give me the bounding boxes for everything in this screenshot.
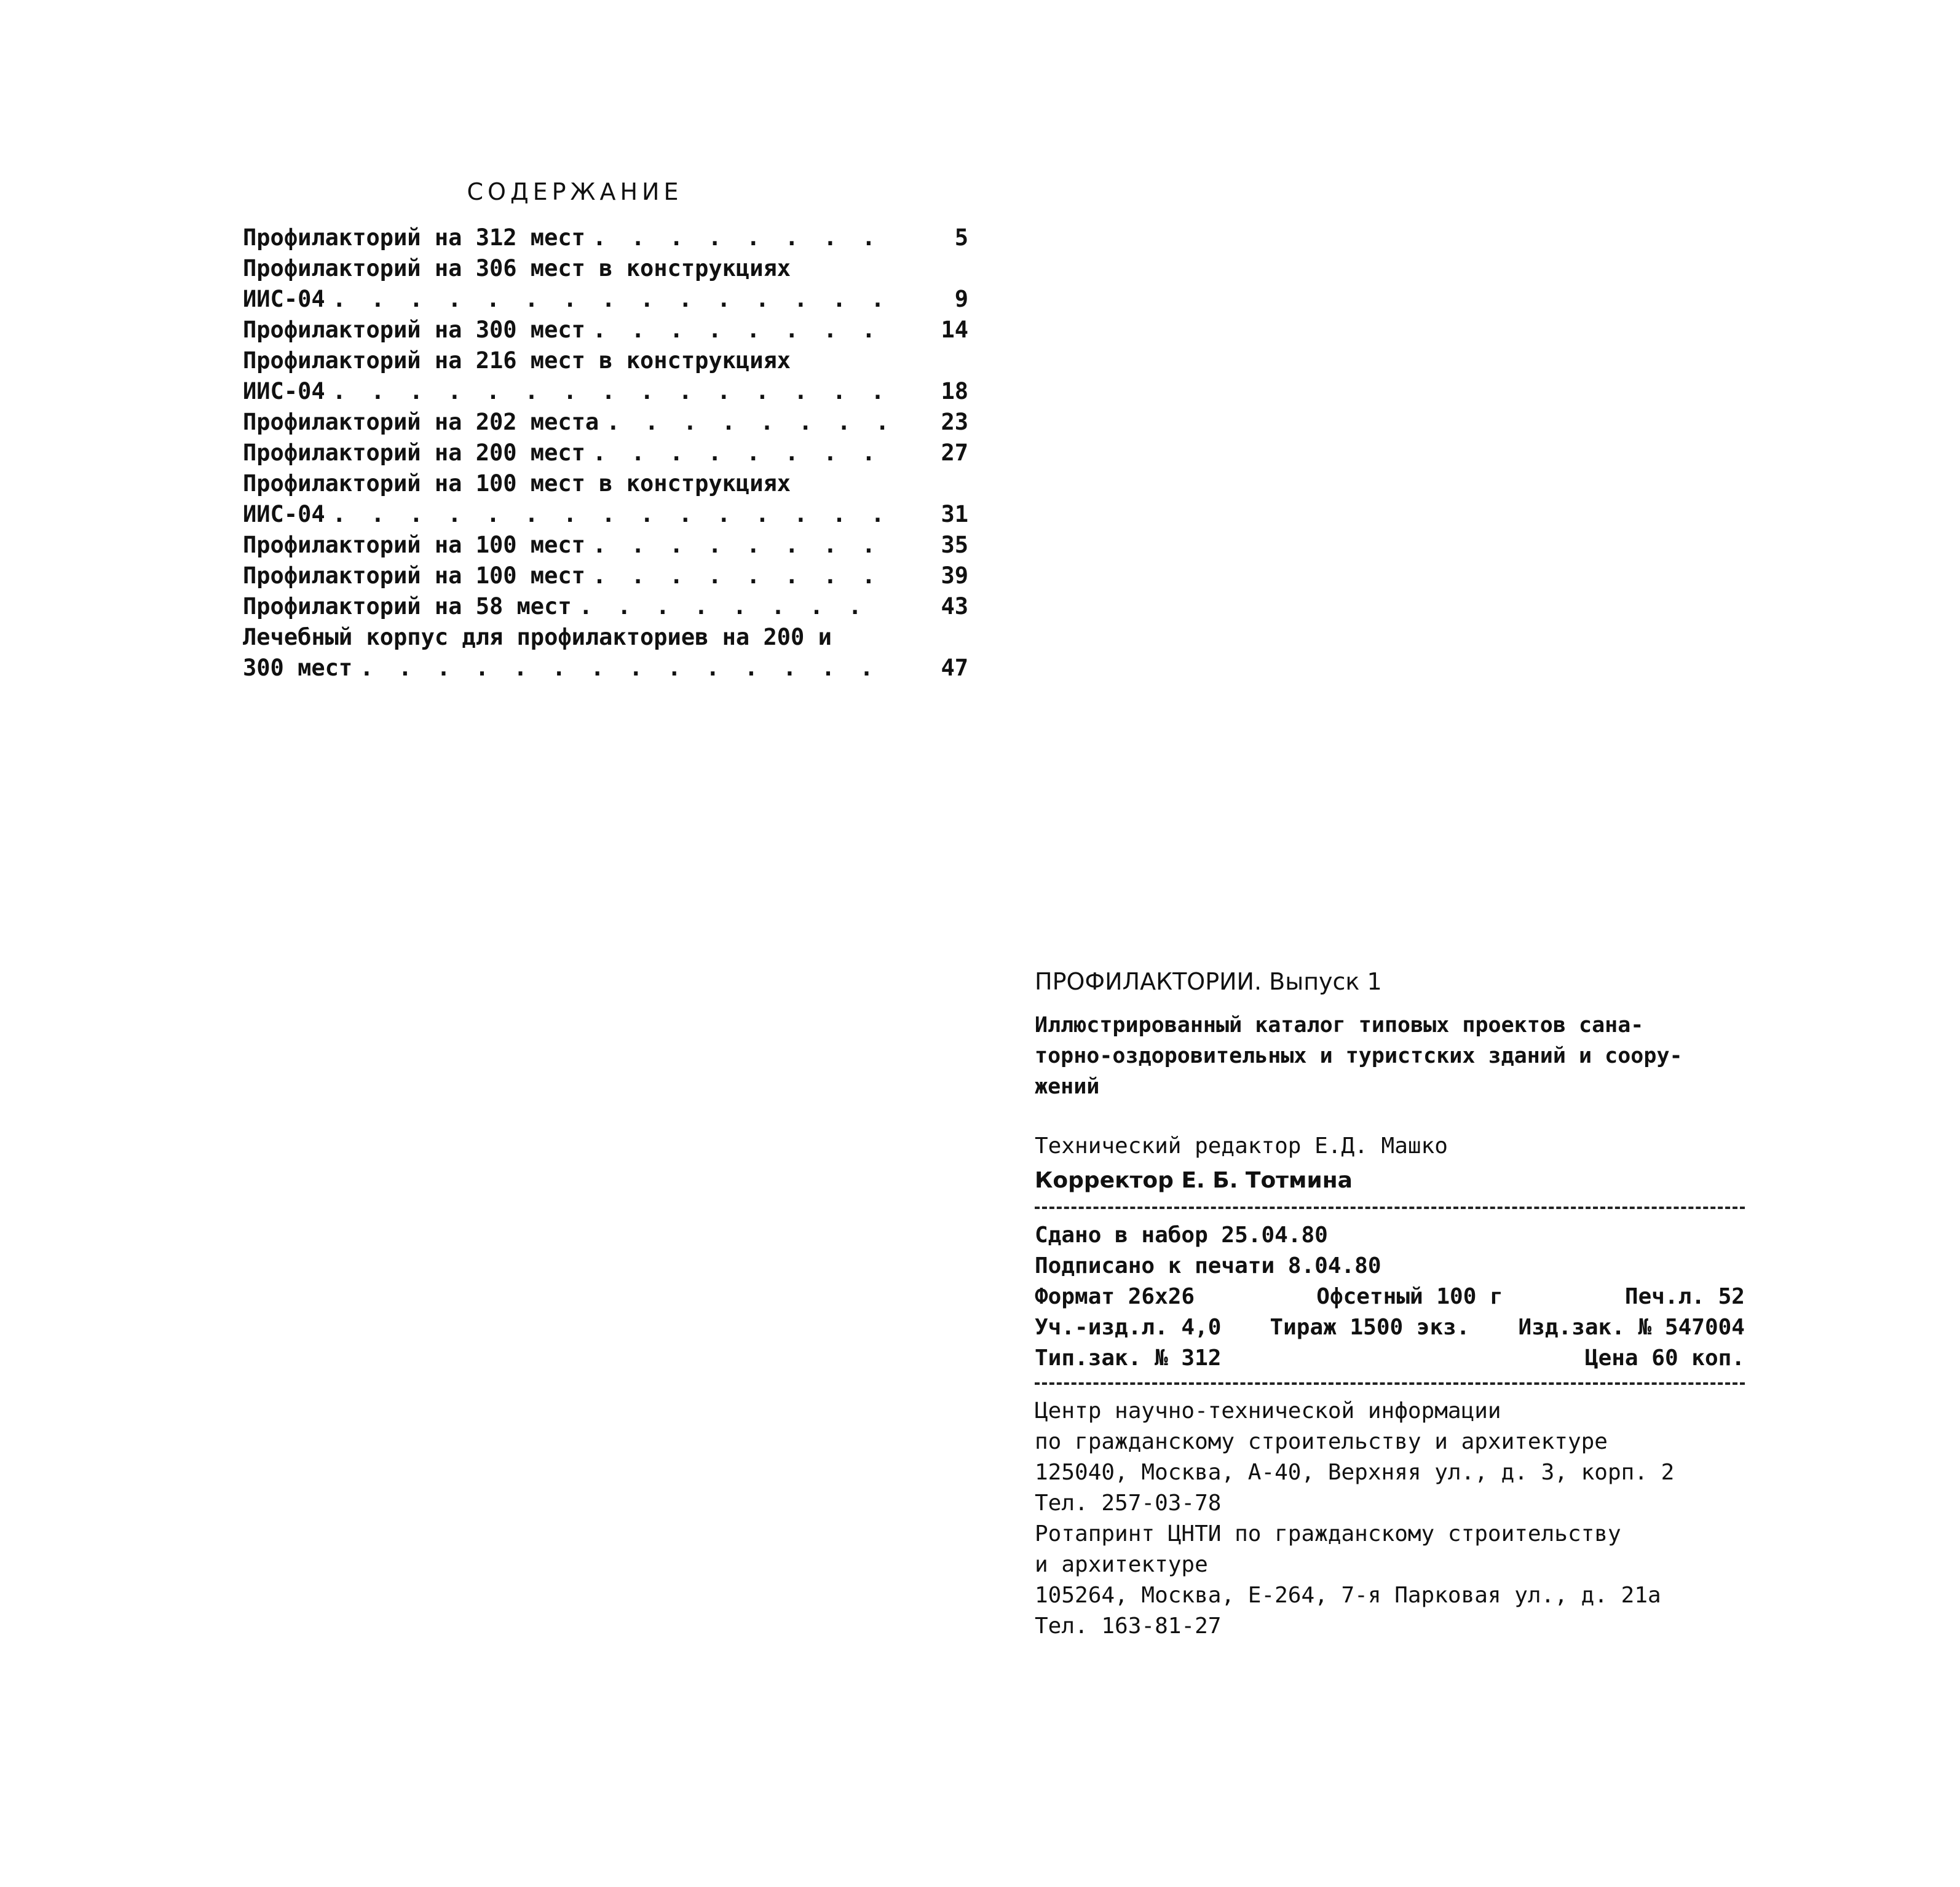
order-row — [1035, 1343, 1745, 1374]
dot-leader — [333, 284, 888, 315]
contact-line: Центр научно-технической информации — [1035, 1398, 1501, 1424]
paper: Офсетный 100 г — [1316, 1284, 1503, 1309]
dot-leader — [606, 407, 888, 438]
signed-date: Подписано к печати 8.04.80 — [1035, 1253, 1381, 1278]
toc-line-wrap — [243, 468, 968, 499]
toc-entry-title: ИИС-04 — [243, 501, 325, 527]
dot-leader — [593, 561, 888, 591]
contact-line: по гражданскому строительству и архитектуре — [1035, 1429, 1608, 1454]
toc-entry — [243, 253, 968, 315]
dot-leader — [593, 315, 888, 345]
toc-entry-title: Профилакторий на 100 мест — [243, 532, 585, 558]
toc-entry-title: ИИС-04 — [243, 378, 325, 404]
toc-page-number: 31 — [941, 501, 968, 527]
contact-line: 105264, Москва, Е-264, 7-я Парковая ул., д. 21а — [1035, 1583, 1661, 1608]
toc-line — [243, 284, 968, 315]
toc-entry — [243, 530, 968, 561]
toc-page-number: 5 — [954, 224, 968, 251]
contact-line: Ротапринт ЦНТИ по гражданскому строительству — [1035, 1521, 1621, 1546]
toc-line — [243, 438, 968, 468]
toc-entry — [243, 315, 968, 345]
dot-leader — [360, 653, 888, 683]
toc-line — [243, 591, 968, 622]
circulation: Тираж 1500 экз. — [1270, 1315, 1470, 1340]
dot-leader — [593, 223, 888, 253]
dashed-divider — [1035, 1382, 1745, 1385]
toc-line — [243, 653, 968, 683]
toc-entry — [243, 345, 968, 407]
toc-entry — [243, 407, 968, 438]
staff-credits — [1035, 1129, 1745, 1198]
publication-title: ПРОФИЛАКТОРИИ. Выпуск 1 — [1035, 968, 1382, 995]
toc-entry-title: Профилакторий на 100 мест в конструкциях — [243, 470, 791, 497]
description-line: торно-оздоровительных и туристских зданий и соору- — [1035, 1044, 1683, 1068]
pub-sheets: Уч.-изд.л. 4,0 — [1035, 1315, 1222, 1340]
toc-line — [243, 407, 968, 438]
dot-leader — [593, 438, 888, 468]
format: Формат 26х26 — [1035, 1284, 1195, 1309]
toc-line — [243, 499, 968, 530]
toc-line — [243, 223, 968, 253]
dot-leader — [593, 530, 888, 561]
toc-page-number: 18 — [941, 378, 968, 404]
dot-leader — [333, 499, 888, 530]
dot-leader — [333, 376, 888, 407]
toc-page-number: 14 — [941, 317, 968, 343]
toc-line-wrap — [243, 622, 968, 653]
contacts — [1035, 1396, 1745, 1642]
toc-entry-title: 300 мест — [243, 655, 353, 681]
price: Цена 60 коп. — [1584, 1345, 1745, 1371]
description-line: жений — [1035, 1074, 1100, 1099]
toc-line — [243, 561, 968, 591]
toc-line — [243, 376, 968, 407]
toc-entry-title: Профилакторий на 202 места — [243, 409, 599, 435]
toc-entry-title: Профилакторий на 216 мест в конструкциях — [243, 347, 791, 374]
contact-line: Тел. 257-03-78 — [1035, 1491, 1222, 1516]
toc-entry-title: Профилакторий на 312 мест — [243, 224, 585, 251]
toc-page-number: 9 — [954, 286, 968, 312]
toc-line-wrap — [243, 345, 968, 376]
toc-entry-title: Профилакторий на 58 мест — [243, 593, 572, 620]
toc-list — [243, 223, 968, 683]
toc-page-number: 23 — [941, 409, 968, 435]
submitted-date: Сдано в набор 25.04.80 — [1035, 1223, 1328, 1248]
toc-line-wrap — [243, 253, 968, 284]
toc-page-number: 47 — [941, 655, 968, 681]
dot-leader — [579, 591, 888, 622]
toc-entry-title: ИИС-04 — [243, 286, 325, 312]
tech-editor: Технический редактор Е.Д. Машко — [1035, 1133, 1448, 1159]
format-row — [1035, 1282, 1745, 1312]
toc-entry — [243, 223, 968, 253]
toc-line — [243, 530, 968, 561]
toc-entry-title: Профилакторий на 200 мест — [243, 439, 585, 466]
print-specs — [1035, 1220, 1745, 1374]
toc-entry — [243, 622, 968, 683]
contact-line: Тел. 163-81-27 — [1035, 1613, 1222, 1639]
print-order: Тип.зак. № 312 — [1035, 1345, 1222, 1371]
toc-title: СОДЕРЖАНИЕ — [467, 178, 683, 205]
toc-line — [243, 315, 968, 345]
toc-entry — [243, 591, 968, 622]
description-line: Иллюстрированный каталог типовых проектов сана- — [1035, 1013, 1644, 1038]
corrector: Корректор Е. Б. Тотмина — [1035, 1168, 1353, 1193]
toc-entry — [243, 438, 968, 468]
toc-entry — [243, 468, 968, 530]
toc-page-number: 43 — [941, 593, 968, 620]
print-sheets: Печ.л. 52 — [1624, 1284, 1745, 1309]
imprint-block — [1035, 968, 1745, 1642]
toc-entry — [243, 561, 968, 591]
dashed-divider — [1035, 1207, 1745, 1209]
toc-entry-title: Профилакторий на 100 мест — [243, 562, 585, 589]
contact-line: и архитектуре — [1035, 1552, 1208, 1577]
circulation-row — [1035, 1312, 1745, 1343]
table-of-contents — [243, 178, 968, 683]
toc-entry-title: Лечебный корпус для профилакториев на 200 и — [243, 624, 832, 650]
publication-description — [1035, 1010, 1745, 1102]
contact-line: 125040, Москва, А-40, Верхняя ул., д. 3, корп. 2 — [1035, 1460, 1675, 1485]
toc-page-number: 27 — [941, 439, 968, 466]
toc-page-number: 35 — [941, 532, 968, 558]
pub-order: Изд.зак. № 547004 — [1518, 1315, 1745, 1340]
toc-entry-title: Профилакторий на 306 мест в конструкциях — [243, 255, 791, 282]
toc-entry-title: Профилакторий на 300 мест — [243, 317, 585, 343]
toc-page-number: 39 — [941, 562, 968, 589]
